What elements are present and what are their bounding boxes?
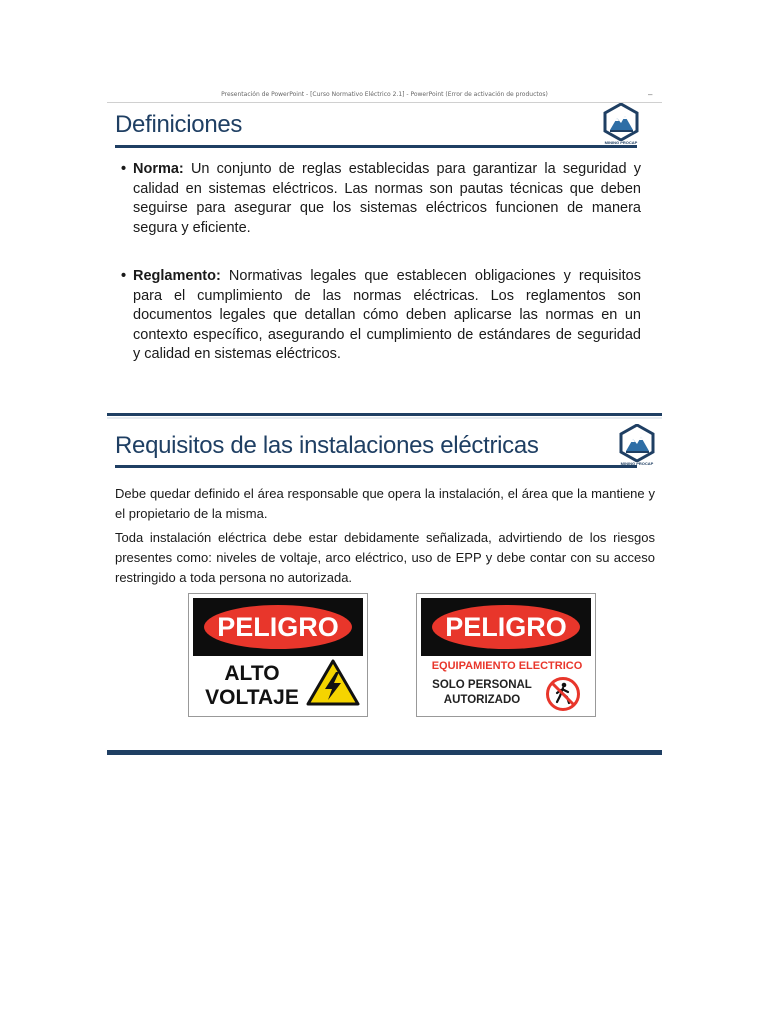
sign-header-band: [421, 598, 591, 656]
bullet-term: Reglamento:: [133, 268, 221, 284]
sign-text: [427, 678, 537, 708]
paragraph: Toda instalación eléctrica debe estar debidamente señalizada, advirtiendo de los riesgos presentes como: niveles de voltaje, arco eléctrico, uso de EPP y debe contar con su acceso restringido a toda persona no autorizada.: [115, 530, 655, 585]
sign-subheader: EQUIPAMIENTO ELECTRICO: [431, 660, 583, 672]
slide-divider-light: [107, 417, 662, 419]
danger-sign-high-voltage: [188, 593, 368, 717]
bullet-text: Normativas legales que establecen obligaciones y requisitos para el cumplimiento de las normas eléctricas. Los reglamentos son documentos legales que detallan cómo deben aplicarse las normas en un contexto específico, asegurando el cumplimiento de estándares de seguridad y calidad en sistemas eléctricos.: [133, 268, 641, 362]
slide-divider: [107, 750, 662, 755]
slide-divider: [107, 413, 662, 416]
list-item: [121, 160, 641, 238]
slide-title: Definiciones: [115, 111, 243, 138]
sign-text: [197, 662, 307, 710]
slide-requisitos: [107, 420, 662, 750]
title-underline: [115, 145, 637, 148]
window-title: Presentación de PowerPoint - [Curso Normativo Eléctrico 2.1] - PowerPoint (Error de activación de productos): [221, 91, 548, 98]
mining-procap-logo: [603, 103, 639, 149]
mining-procap-logo: [619, 424, 655, 470]
sign-header: PELIGRO: [204, 605, 352, 649]
slide-title: Requisitos de las instalaciones eléctricas: [115, 432, 539, 459]
high-voltage-warning-icon: [305, 658, 361, 708]
slide-definiciones: [107, 103, 662, 413]
danger-sign-authorized-only: [416, 593, 596, 717]
definitions-list: [121, 160, 641, 365]
sign-line: VOLTAJE: [205, 686, 299, 709]
sign-header-band: [193, 598, 363, 656]
title-underline: [115, 465, 637, 468]
bullet-term: Norma:: [133, 161, 184, 177]
logo-text: MINING PROCAP: [604, 140, 638, 145]
sign-line: SOLO PERSONAL: [432, 679, 532, 691]
no-entry-person-icon: [545, 676, 581, 712]
mountain-logo-icon: [619, 424, 655, 462]
mountain-logo-icon: [603, 103, 639, 141]
list-item: [121, 267, 641, 365]
bullet-text: Un conjunto de reglas establecidas para garantizar la seguridad y calidad en sistemas eléctricos. Las normas son pautas técnicas que deben seguirse para asegurar que los sistemas eléctricos funcionen de manera segura y eficiente.: [133, 161, 641, 236]
sign-line: ALTO: [224, 662, 280, 685]
minimize-button[interactable]: –: [648, 90, 653, 99]
sign-line: AUTORIZADO: [443, 694, 521, 706]
paragraph: Debe quedar definido el área responsable que opera la instalación, el área que la mantiene y el propietario de la misma.: [115, 486, 655, 521]
logo-text: MINING PROCAP: [620, 461, 654, 466]
sign-header: PELIGRO: [432, 605, 580, 649]
